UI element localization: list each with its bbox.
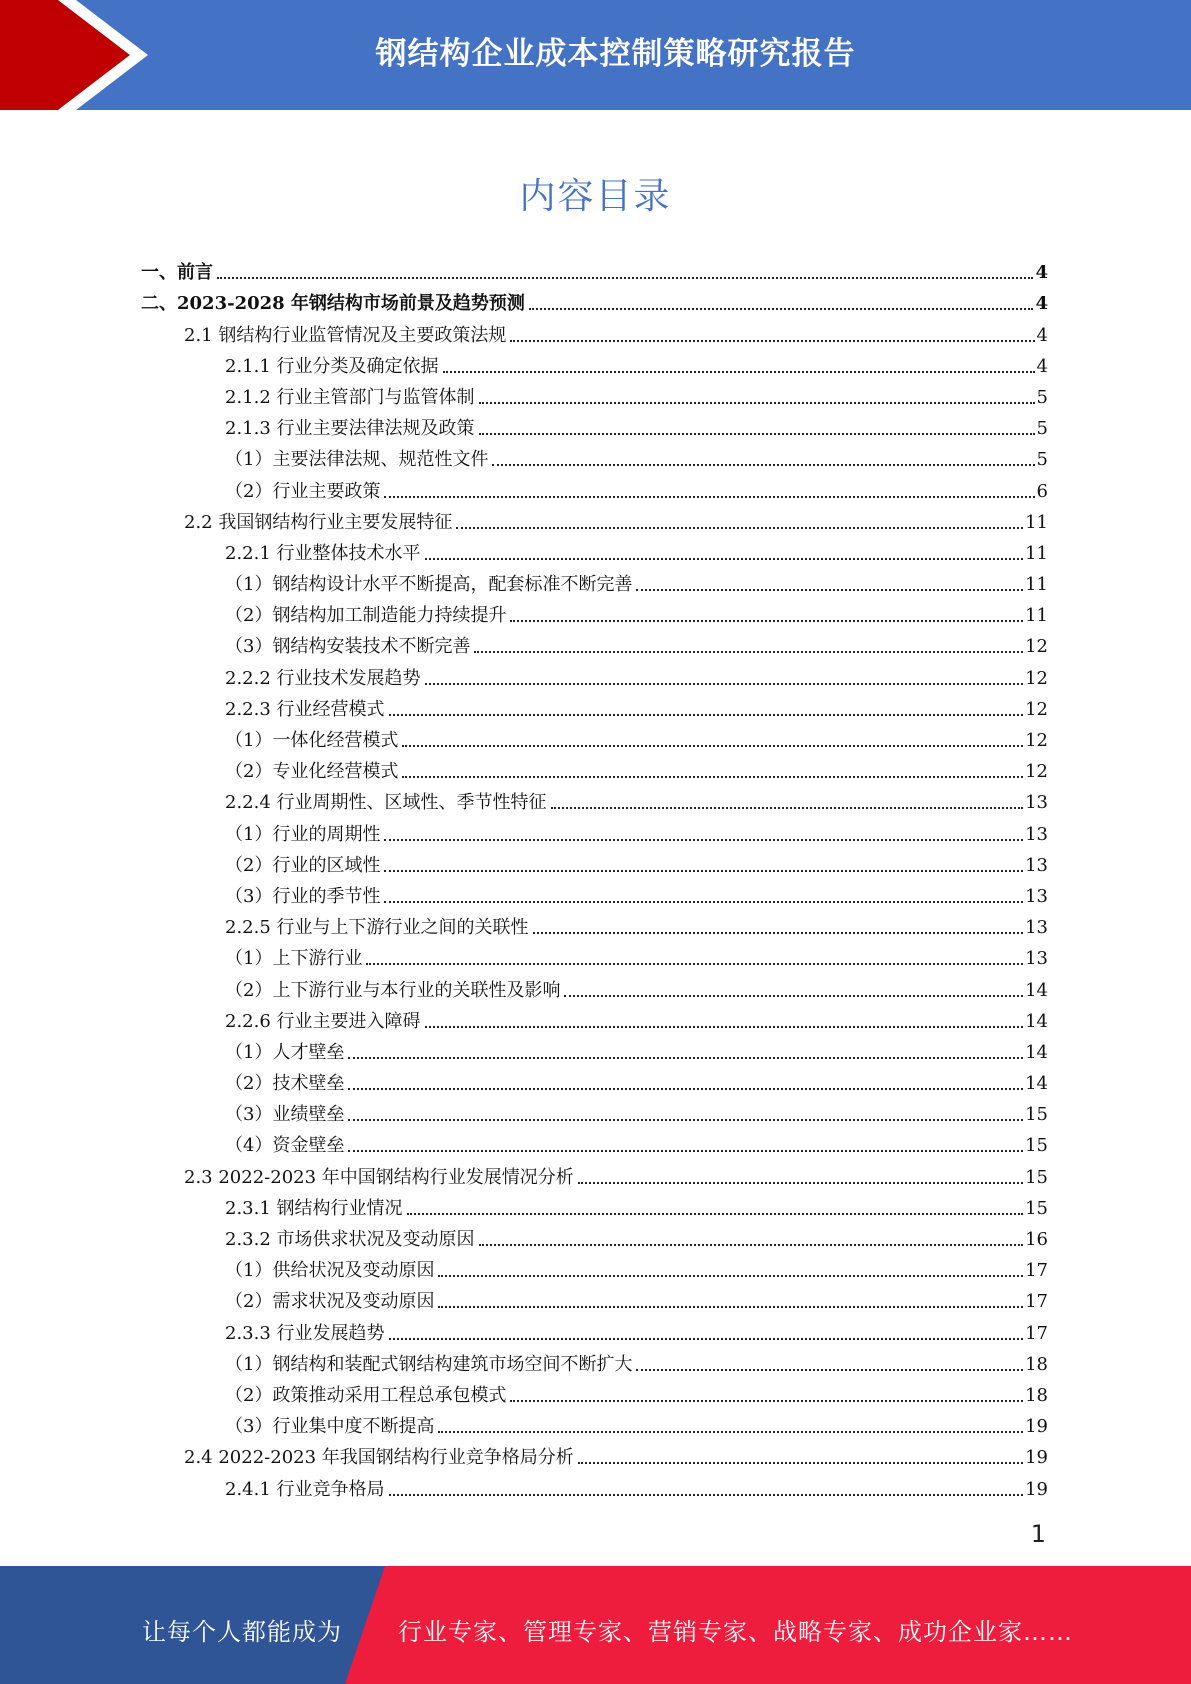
toc-entry-page: 12 (1025, 761, 1048, 783)
toc-entry[interactable] (0, 877, 1191, 908)
toc-entry-title: 二、2023-2028 年钢结构市场前景及趋势预测 (141, 293, 525, 315)
toc-entry-title: 一、前言 (141, 262, 213, 284)
toc-entry-page: 5 (1036, 386, 1048, 408)
dot-leader (425, 1026, 1024, 1028)
dot-leader (389, 1338, 1024, 1340)
toc-entry[interactable] (0, 253, 1191, 284)
toc-entry[interactable] (0, 347, 1191, 378)
toc-entry-page: 14 (1025, 979, 1048, 1001)
toc-entry-page: 15 (1025, 1135, 1048, 1157)
toc-entry[interactable] (0, 846, 1191, 877)
dot-leader (389, 714, 1024, 716)
toc-entry-title: （2）行业的区域性 (225, 854, 381, 876)
toc-entry[interactable] (0, 783, 1191, 814)
toc-entry-page: 14 (1025, 1073, 1048, 1095)
toc-entry-page: 5 (1036, 449, 1048, 471)
toc-entry-title: （2）需求状况及变动原因 (225, 1291, 435, 1313)
toc-entry-title: 2.2 我国钢结构行业主要发展特征 (184, 511, 453, 533)
dot-leader (636, 1369, 1023, 1371)
toc-entry-title: 2.2.4 行业周期性、区域性、季节性特征 (225, 792, 547, 814)
toc-entry-title: （1）行业的周期性 (225, 823, 381, 845)
toc-entry[interactable] (0, 565, 1191, 596)
toc-entry-page: 13 (1025, 792, 1048, 814)
toc-entry[interactable] (0, 752, 1191, 783)
toc-entry-title: （2）专业化经营模式 (225, 761, 399, 783)
toc-entry-page: 15 (1025, 1197, 1048, 1219)
table-of-contents (0, 253, 1191, 1501)
toc-entry-page: 13 (1025, 917, 1048, 939)
toc-entry-page: 18 (1025, 1353, 1048, 1375)
toc-entry-title: （1）供给状况及变动原因 (225, 1260, 435, 1282)
dot-leader (366, 963, 1023, 965)
toc-entry[interactable] (0, 1033, 1191, 1064)
toc-entry-title: （1）主要法律法规、规范性文件 (225, 449, 489, 471)
toc-entry-page: 17 (1025, 1260, 1048, 1282)
toc-entry-title: 2.2.3 行业经营模式 (225, 698, 385, 720)
toc-heading: 内容目录 (519, 176, 672, 217)
toc-entry-page: 5 (1036, 418, 1048, 440)
toc-entry[interactable] (0, 1095, 1191, 1126)
dot-leader (578, 1182, 1023, 1184)
toc-entry[interactable] (0, 378, 1191, 409)
dot-leader (402, 776, 1023, 778)
toc-entry[interactable] (0, 1002, 1191, 1033)
toc-entry[interactable] (0, 315, 1191, 346)
toc-entry[interactable] (0, 658, 1191, 689)
toc-entry-page: 12 (1025, 730, 1048, 751)
toc-entry-title: （3）钢结构安装技术不断完善 (225, 636, 471, 658)
dot-leader (407, 1213, 1024, 1215)
toc-entry-page: 4 (1035, 262, 1048, 284)
toc-entry-page: 18 (1025, 1384, 1048, 1406)
toc-entry-title: 2.2.5 行业与上下游行业之间的关联性 (225, 917, 529, 939)
toc-entry-page: 12 (1025, 636, 1048, 658)
dot-leader (425, 683, 1024, 685)
toc-entry-page: 17 (1025, 1322, 1048, 1344)
toc-entry-title: 2.2.1 行业整体技术水平 (225, 542, 421, 564)
toc-entry-title: （3）行业的季节性 (225, 885, 381, 907)
toc-entry[interactable] (0, 1251, 1191, 1282)
toc-entry-page: 11 (1025, 574, 1048, 596)
dot-leader (510, 340, 1034, 342)
dot-leader (438, 1275, 1023, 1277)
dot-leader (492, 464, 1034, 466)
dot-leader (564, 995, 1023, 997)
toc-entry[interactable] (0, 284, 1191, 315)
dot-leader (348, 1057, 1023, 1059)
toc-entry-title: 2.3.1 钢结构行业情况 (225, 1197, 403, 1219)
toc-entry-page: 11 (1025, 542, 1048, 564)
toc-entry[interactable] (0, 409, 1191, 440)
toc-entry-page: 13 (1025, 823, 1048, 845)
toc-entry-page: 11 (1025, 605, 1048, 627)
toc-entry-page: 15 (1025, 1104, 1048, 1126)
toc-entry-page: 19 (1025, 1447, 1048, 1469)
toc-entry[interactable] (0, 596, 1191, 627)
toc-entry-page: 19 (1025, 1416, 1048, 1438)
footer-slogan-right: 行业专家、管理专家、营销专家、战略专家、成功企业家…… (398, 1618, 1073, 1646)
toc-entry-title: （2）技术壁垒 (225, 1073, 345, 1095)
dot-leader (348, 1088, 1023, 1090)
toc-entry-title: （2）上下游行业与本行业的关联性及影响 (225, 979, 561, 1001)
toc-entry[interactable] (0, 627, 1191, 658)
dot-leader (456, 527, 1023, 529)
dot-leader (348, 1119, 1023, 1121)
toc-entry-page: 17 (1025, 1291, 1048, 1313)
toc-entry-page: 12 (1025, 698, 1048, 720)
toc-entry-page: 19 (1025, 1478, 1048, 1500)
toc-entry-page: 13 (1025, 885, 1048, 907)
toc-entry[interactable] (0, 1376, 1191, 1407)
report-title: 钢结构企业成本控制策略研究报告 (375, 36, 856, 72)
dot-leader (479, 402, 1035, 404)
toc-entry-title: 2.4 2022-2023 年我国钢结构行业竞争格局分析 (184, 1447, 574, 1469)
footer-slogan-left: 让每个人都能成为 (142, 1618, 342, 1646)
toc-entry-page: 4 (1036, 324, 1048, 346)
toc-entry-page: 6 (1036, 480, 1048, 502)
toc-entry[interactable] (0, 721, 1191, 752)
toc-entry[interactable] (0, 970, 1191, 1001)
toc-entry-page: 13 (1025, 948, 1048, 970)
toc-entry[interactable] (0, 471, 1191, 502)
toc-entry-title: 2.4.1 行业竞争格局 (225, 1478, 385, 1500)
dot-leader (425, 558, 1024, 560)
dot-leader (384, 870, 1023, 872)
toc-entry-page: 13 (1025, 854, 1048, 876)
toc-entry-title: 2.3.2 市场供求状况及变动原因 (225, 1229, 475, 1250)
toc-entry[interactable] (0, 1189, 1191, 1220)
dot-leader (438, 1431, 1023, 1433)
dot-leader (578, 1462, 1023, 1464)
toc-entry-title: （2）钢结构加工制造能力持续提升 (225, 605, 507, 627)
dot-leader (529, 308, 1034, 310)
toc-entry-title: （2）政策推动采用工程总承包模式 (225, 1384, 507, 1406)
toc-entry[interactable] (0, 1313, 1191, 1344)
toc-entry[interactable] (0, 440, 1191, 471)
dot-leader (636, 589, 1023, 591)
toc-entry-title: （1）人才壁垒 (225, 1041, 345, 1063)
toc-entry[interactable] (0, 1126, 1191, 1157)
toc-entry-page: 12 (1025, 667, 1048, 689)
toc-entry[interactable] (0, 939, 1191, 970)
toc-entry-page: 14 (1025, 1041, 1048, 1063)
toc-entry-title: 2.2.2 行业技术发展趋势 (225, 667, 421, 689)
dot-leader (438, 1306, 1023, 1308)
toc-entry[interactable] (0, 814, 1191, 845)
toc-entry-title: （1）钢结构和装配式钢结构建筑市场空间不断扩大 (225, 1353, 633, 1375)
dot-leader (479, 1244, 1024, 1246)
dot-leader (402, 745, 1023, 747)
dot-leader (384, 901, 1023, 903)
toc-entry-page: 4 (1036, 355, 1048, 377)
dot-leader (510, 1400, 1023, 1402)
dot-leader (533, 932, 1024, 934)
toc-entry[interactable] (0, 1407, 1191, 1438)
toc-entry[interactable] (0, 908, 1191, 939)
dot-leader (384, 496, 1034, 498)
dot-leader (443, 371, 1035, 373)
toc-entry[interactable] (0, 690, 1191, 721)
dot-leader (474, 651, 1023, 653)
page-header (0, 0, 1191, 110)
toc-entry-title: （1）上下游行业 (225, 948, 363, 970)
toc-entry-page: 14 (1025, 1010, 1048, 1032)
dot-leader (510, 620, 1023, 622)
toc-entry-page: 4 (1035, 293, 1048, 315)
toc-entry-title: 2.2.6 行业主要进入障碍 (225, 1010, 421, 1032)
toc-entry-title: 2.1.1 行业分类及确定依据 (225, 355, 439, 377)
dot-leader (384, 839, 1023, 841)
toc-entry-page: 16 (1025, 1229, 1048, 1250)
toc-entry-title: 2.3.3 行业发展趋势 (225, 1322, 385, 1344)
toc-entry-page: 11 (1025, 511, 1048, 533)
dot-leader (479, 433, 1035, 435)
page-number: 1 (1030, 1520, 1046, 1548)
toc-entry[interactable] (0, 1345, 1191, 1376)
toc-entry-title: （3）行业集中度不断提高 (225, 1416, 435, 1438)
toc-entry-title: （1）一体化经营模式 (225, 730, 399, 751)
toc-entry[interactable] (0, 1282, 1191, 1313)
toc-entry-title: （4）资金壁垒 (225, 1135, 345, 1157)
toc-entry[interactable] (0, 1469, 1191, 1500)
page-footer (0, 1566, 1191, 1684)
toc-entry[interactable] (0, 1220, 1191, 1251)
toc-entry[interactable] (0, 534, 1191, 565)
toc-entry-title: （3）业绩壁垒 (225, 1104, 345, 1126)
dot-leader (389, 1494, 1024, 1496)
toc-entry[interactable] (0, 1064, 1191, 1095)
toc-entry-title: （2）行业主要政策 (225, 480, 381, 502)
toc-entry-title: 2.1 钢结构行业监管情况及主要政策法规 (184, 324, 507, 346)
dot-leader (551, 807, 1024, 809)
dot-leader (217, 277, 1033, 279)
toc-entry[interactable] (0, 1438, 1191, 1469)
toc-entry-title: 2.3 2022-2023 年中国钢结构行业发展情况分析 (184, 1166, 574, 1188)
toc-entry[interactable] (0, 503, 1191, 534)
dot-leader (348, 1150, 1023, 1152)
toc-entry-title: （1）钢结构设计水平不断提高，配套标准不断完善 (225, 574, 633, 596)
toc-entry-title: 2.1.2 行业主管部门与监管体制 (225, 386, 475, 408)
toc-entry-page: 15 (1025, 1166, 1048, 1188)
toc-entry[interactable] (0, 1157, 1191, 1188)
toc-entry-title: 2.1.3 行业主要法律法规及政策 (225, 418, 475, 440)
